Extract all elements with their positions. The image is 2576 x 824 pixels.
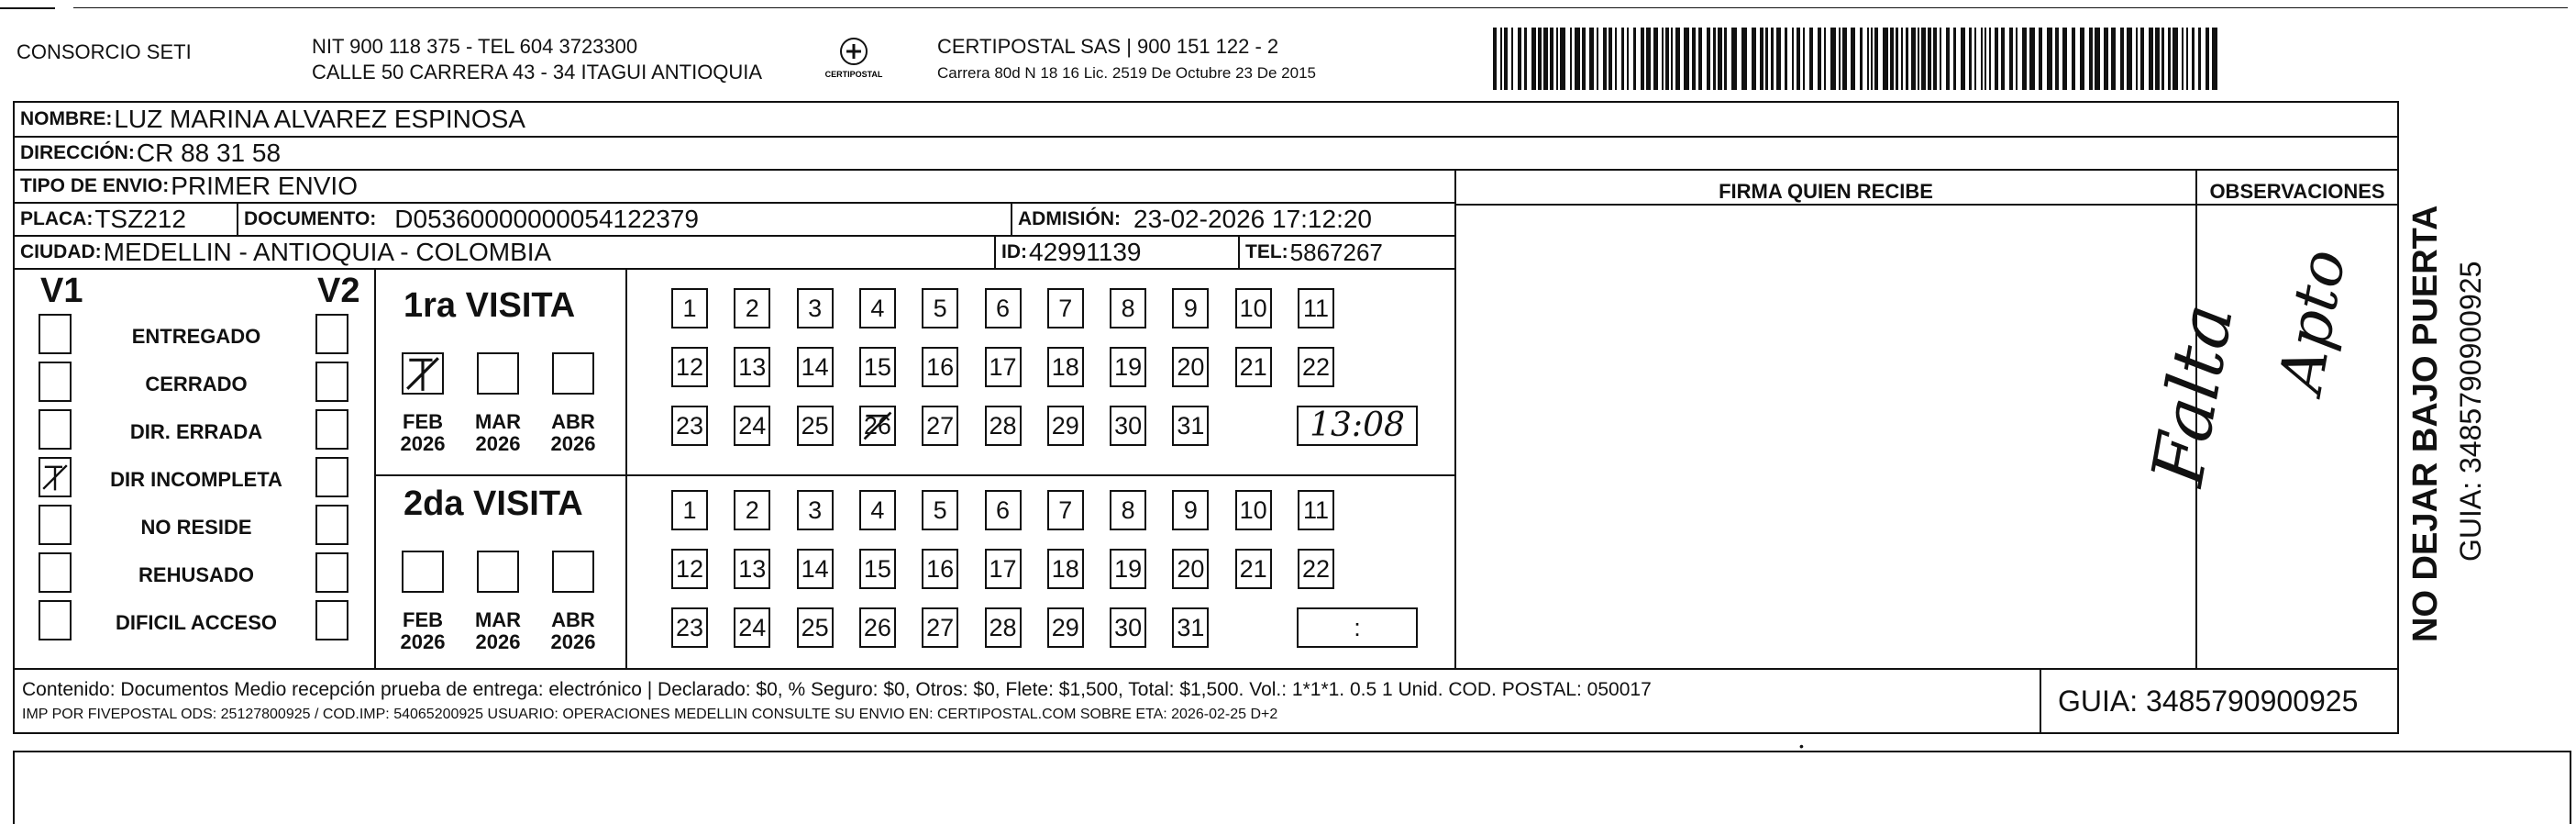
visit2-time-box[interactable]: :: [1297, 607, 1418, 648]
v2-checkbox[interactable]: [315, 457, 348, 497]
visit2-month-checkbox[interactable]: [402, 551, 444, 593]
tel-cell: TEL: 5867267: [1238, 235, 1456, 270]
barcode-bar: [1974, 28, 1976, 90]
visit1-day-box[interactable]: 14: [797, 347, 834, 387]
placa-cell: PLACA: TSZ212: [13, 202, 238, 237]
barcode-bar: [1911, 28, 1916, 90]
ciudad-value: MEDELLIN - ANTIOQUIA - COLOMBIA: [103, 238, 552, 266]
barcode-bar: [1981, 28, 1983, 90]
barcode-bar: [2136, 28, 2138, 90]
barcode-bar: [1797, 28, 1800, 90]
visit2-day-box[interactable]: 18: [1047, 549, 1084, 589]
visit1-day-box[interactable]: 18: [1047, 347, 1084, 387]
barcode-bar: [2140, 28, 2144, 90]
visit2-day-box[interactable]: 5: [922, 490, 958, 530]
barcode-bar: [1556, 28, 1558, 90]
address-line: CALLE 50 CARRERA 43 - 34 ITAGUI ANTIOQUIA: [312, 61, 763, 84]
nit-line: NIT 900 118 375 - TEL 604 3723300: [312, 35, 638, 58]
documento-value: D05360000000054122379: [394, 205, 699, 233]
visit1-day-box[interactable]: 22: [1298, 347, 1334, 387]
v2-checkbox[interactable]: [315, 552, 348, 593]
barcode-bar: [2111, 28, 2116, 90]
barcode-bar: [2168, 28, 2171, 90]
barcode-bar: [1724, 28, 1727, 90]
top-rule: [73, 7, 2568, 8]
dot-mark: •: [1799, 739, 1804, 753]
documento-cell: DOCUMENTO: D05360000000054122379: [237, 202, 1012, 237]
barcode-bar: [2161, 28, 2164, 90]
barcode-bar: [1627, 28, 1629, 90]
visit2-day-box[interactable]: 28: [985, 607, 1022, 648]
visit2-day-box[interactable]: 21: [1235, 549, 1272, 589]
barcode-bar: [1953, 28, 1956, 90]
barcode-bar: [2022, 28, 2027, 90]
visit1-day-box[interactable]: 8: [1110, 288, 1146, 328]
barcode-bar: [1940, 28, 1941, 90]
visit2-month-checkbox[interactable]: [477, 551, 519, 593]
visit2-day-box[interactable]: 17: [985, 549, 1022, 589]
v1-checkbox[interactable]: [39, 600, 72, 640]
barcode-bar: [1867, 28, 1869, 90]
barcode-bar: [1662, 28, 1664, 90]
visit2-day-box[interactable]: 16: [922, 549, 958, 589]
barcode-bar: [1995, 28, 1998, 90]
barcode-bar: [1921, 28, 1926, 90]
status-option-label: DIR. ERRADA: [129, 420, 263, 443]
visit1-month-checkbox[interactable]: [477, 352, 519, 395]
barcode-bar: [1785, 28, 1787, 90]
barcode-bar: [1511, 28, 1513, 90]
id-value: 42991139: [1029, 238, 1142, 266]
status-option-label: ENTREGADO: [131, 325, 261, 348]
barcode-bar: [2016, 28, 2018, 90]
visit2-day-box[interactable]: 15: [859, 549, 896, 589]
status-option-label: REHUSADO: [138, 563, 254, 586]
month-divider: [625, 268, 627, 670]
barcode-bar: [1550, 28, 1553, 90]
handwritten-falta: Falta: [2137, 297, 2250, 492]
barcode-bar: [1621, 28, 1624, 90]
barcode-bar: [1692, 28, 1696, 90]
barcode-bar: [1609, 28, 1612, 90]
barcode-bar: [1760, 28, 1763, 90]
footer-divider: [2040, 668, 2041, 734]
side-warning: NO DEJAR BAJO PUERTA: [2406, 205, 2445, 642]
barcode-bar: [1818, 28, 1821, 90]
visit2-day-box[interactable]: 12: [671, 549, 708, 589]
visit1-day-box[interactable]: 4: [859, 288, 896, 328]
barcode-bar: [1933, 28, 1937, 90]
barcode-bar: [2055, 28, 2059, 90]
certipostal-logo: [824, 37, 883, 81]
status-option-label: DIFICIL ACCESO: [115, 611, 277, 634]
admision-value: 23-02-2026 17:12:20: [1133, 205, 1372, 233]
observaciones-label: OBSERVACIONES: [2209, 180, 2385, 203]
barcode-bar: [2009, 28, 2013, 90]
barcode-bar: [1830, 28, 1836, 90]
barcode-bar: [1718, 28, 1722, 90]
visit1-day-box[interactable]: 5: [922, 288, 958, 328]
license-line: Carrera 80d N 18 16 Lic. 2519 De Octubre 23 De 2015: [937, 64, 1316, 82]
barcode-bar: [1792, 28, 1794, 90]
barcode-bar: [1684, 28, 1689, 90]
v2-checkbox[interactable]: [315, 362, 348, 402]
barcode-bar: [2072, 28, 2075, 90]
nombre-row: NOMBRE: LUZ MARINA ALVAREZ ESPINOSA: [13, 101, 2399, 138]
visit2-day-box[interactable]: 31: [1172, 607, 1209, 648]
barcode-bar: [1860, 28, 1863, 90]
visit1-day-box[interactable]: 17: [985, 347, 1022, 387]
barcode-bar: [1665, 28, 1669, 90]
barcode-bar: [1901, 28, 1903, 90]
visit1-day-box[interactable]: 2: [734, 288, 770, 328]
barcode-bar: [1896, 28, 1898, 90]
visit1-day-box[interactable]: 26: [859, 406, 896, 446]
barcode-bar: [1776, 28, 1781, 90]
barcode-bar: [1582, 28, 1586, 90]
barcode-bar: [1504, 28, 1508, 90]
barcode-bar: [1824, 28, 1826, 90]
visit1-day-box[interactable]: 24: [734, 406, 770, 446]
visit2-day-box[interactable]: 30: [1110, 607, 1146, 648]
barcode-bar: [1653, 28, 1658, 90]
svg-text:CERTIPOSTAL: CERTIPOSTAL: [824, 70, 883, 79]
placa-value: TSZ212: [94, 205, 186, 233]
v1-checkbox[interactable]: [39, 552, 72, 593]
barcode-bar: [2001, 28, 2005, 90]
barcode-bar: [1597, 28, 1598, 90]
side-guia: GUIA: 3485790900925: [2454, 261, 2487, 562]
status-option-label: CERRADO: [145, 373, 248, 395]
visit2-day-box[interactable]: 3: [797, 490, 834, 530]
status-divider: [374, 268, 376, 670]
visit1-month-label: FEB 2026: [400, 410, 446, 455]
barcode: [1493, 28, 2223, 90]
visit2-day-box[interactable]: 29: [1047, 607, 1084, 648]
barcode-bar: [1641, 28, 1644, 90]
barcode-bar: [1560, 28, 1565, 90]
visit2-day-box[interactable]: 13: [734, 549, 770, 589]
barcode-bar: [1675, 28, 1680, 90]
tipo-row: TIPO DE ENVIO: PRIMER ENVIO: [13, 169, 1456, 204]
footer-line2: IMP POR FIVEPOSTAL ODS: 25127800925 / COD.IMP: 54065200925 USUARIO: OPERACIONES MEDELLIN CONSULTE SU ENVIO EN: CERTIPOSTAL.COM SOBRE ETA: 2026-02-25 D+2: [22, 707, 1278, 722]
visit1-day-box[interactable]: 3: [797, 288, 834, 328]
footer-guia: GUIA: 3485790900925: [2058, 685, 2359, 718]
visit2-day-box[interactable]: 25: [797, 607, 834, 648]
visit1-day-box[interactable]: 31: [1172, 406, 1209, 446]
v1-label: V1: [40, 272, 83, 310]
visit2-day-box[interactable]: 22: [1298, 549, 1334, 589]
barcode-bar: [2062, 28, 2067, 90]
visit1-month-checkbox[interactable]: [552, 352, 594, 395]
visit2-day-box[interactable]: 24: [734, 607, 770, 648]
visit2-day-box[interactable]: 27: [922, 607, 958, 648]
visit1-month-label: MAR 2026: [474, 410, 522, 455]
barcode-bar: [2186, 28, 2188, 90]
handwritten-apto: Apto: [2265, 244, 2360, 398]
barcode-bar: [1603, 28, 1607, 90]
barcode-bar: [1570, 28, 1572, 90]
barcode-bar: [1946, 28, 1950, 90]
visit1-day-box[interactable]: 30: [1110, 406, 1146, 446]
barcode-bar: [2182, 28, 2184, 90]
visit2-day-box[interactable]: 23: [671, 607, 708, 648]
barcode-bar: [1524, 28, 1527, 90]
barcode-bar: [1713, 28, 1716, 90]
visit1-day-box[interactable]: 21: [1235, 347, 1272, 387]
barcode-bar: [1842, 28, 1847, 90]
visit1-day-box[interactable]: 9: [1172, 288, 1209, 328]
v1-checkbox[interactable]: [39, 505, 72, 545]
visit2-day-box[interactable]: 1: [671, 490, 708, 530]
tipo-value: PRIMER ENVIO: [171, 172, 358, 200]
barcode-bar: [1839, 28, 1841, 90]
v2-checkbox[interactable]: [315, 409, 348, 450]
visit1-title: 1ra VISITA: [404, 286, 576, 325]
barcode-bar: [1707, 28, 1710, 90]
barcode-bar: [1731, 28, 1737, 90]
admision-cell: ADMISIÓN: 23-02-2026 17:12:20: [1011, 202, 1456, 237]
visit1-day-box[interactable]: 11: [1298, 288, 1334, 328]
barcode-bar: [2192, 28, 2195, 90]
barcode-bar: [1985, 28, 1986, 90]
visit1-day-box[interactable]: 16: [922, 347, 958, 387]
barcode-bar: [1538, 28, 1542, 90]
barcode-bar: [1969, 28, 1972, 90]
ciudad-row: CIUDAD: MEDELLIN - ANTIOQUIA - COLOMBIA: [13, 235, 996, 270]
barcode-bar: [2089, 28, 2093, 90]
visit2-month-checkbox[interactable]: [552, 551, 594, 593]
visit1-month-label: ABR 2026: [550, 410, 596, 455]
visit1-day-box[interactable]: 19: [1110, 347, 1146, 387]
barcode-bar: [1851, 28, 1855, 90]
v2-checkbox[interactable]: [315, 505, 348, 545]
firma-label: FIRMA QUIEN RECIBE: [1719, 180, 1933, 203]
visit1-day-box[interactable]: 25: [797, 406, 834, 446]
barcode-bar: [2127, 28, 2132, 90]
visit2-day-box[interactable]: 19: [1110, 549, 1146, 589]
visit2-month-label: ABR 2026: [550, 608, 596, 653]
visit1-day-box[interactable]: 7: [1047, 288, 1084, 328]
v1-checkbox[interactable]: [39, 362, 72, 402]
firma-box: [1454, 169, 2197, 670]
visit1-day-box[interactable]: 15: [859, 347, 896, 387]
visit1-day-box[interactable]: 10: [1235, 288, 1272, 328]
visit2-day-box[interactable]: 20: [1172, 549, 1209, 589]
barcode-bar: [1918, 28, 1919, 90]
direccion-row: DIRECCIÓN: CR 88 31 58: [13, 136, 2399, 171]
v1-checkbox[interactable]: [39, 409, 72, 450]
id-cell: ID: 42991139: [994, 235, 1240, 270]
bottom-box: [13, 751, 2571, 824]
nombre-value: LUZ MARINA ALVAREZ ESPINOSA: [114, 105, 525, 133]
barcode-bar: [2212, 28, 2217, 90]
barcode-bar: [1575, 28, 1580, 90]
visit2-day-box[interactable]: 10: [1235, 490, 1272, 530]
v2-checkbox[interactable]: [315, 314, 348, 354]
direccion-value: CR 88 31 58: [136, 139, 282, 167]
visit2-day-box[interactable]: 14: [797, 549, 834, 589]
barcode-bar: [1671, 28, 1673, 90]
visit2-day-box[interactable]: 4: [859, 490, 896, 530]
barcode-bar: [2155, 28, 2160, 90]
barcode-bar: [1518, 28, 1521, 90]
barcode-bar: [1928, 28, 1931, 90]
company-name: CONSORCIO SETI: [17, 40, 192, 63]
status-option-label: NO RESIDE: [140, 516, 252, 539]
visit1-day-box[interactable]: 29: [1047, 406, 1084, 446]
visit2-month-label: FEB 2026: [400, 608, 446, 653]
visit-divider: [374, 474, 1456, 476]
barcode-bar: [2080, 28, 2084, 90]
v1-checkbox[interactable]: [39, 314, 72, 354]
barcode-bar: [2149, 28, 2153, 90]
visit1-day-box[interactable]: 20: [1172, 347, 1209, 387]
barcode-bar: [2039, 28, 2042, 90]
visit1-day-box[interactable]: 27: [922, 406, 958, 446]
barcode-bar: [1809, 28, 1813, 90]
barcode-bar: [1531, 28, 1536, 90]
visit1-month-checkbox[interactable]: [402, 352, 444, 395]
v1-checkbox[interactable]: [39, 457, 72, 497]
visit1-day-box[interactable]: 6: [985, 288, 1022, 328]
barcode-bar: [1874, 28, 1878, 90]
v2-checkbox[interactable]: [315, 600, 348, 640]
barcode-bar: [1543, 28, 1548, 90]
barcode-bar: [2047, 28, 2052, 90]
barcode-bar: [1803, 28, 1805, 90]
visit1-day-box[interactable]: 13: [734, 347, 770, 387]
barcode-bar: [1883, 28, 1888, 90]
visit2-title: 2da VISITA: [404, 484, 583, 523]
barcode-bar: [1989, 28, 1991, 90]
barcode-bar: [1741, 28, 1747, 90]
barcode-bar: [2095, 28, 2100, 90]
barcode-bar: [2172, 28, 2178, 90]
barcode-bar: [2104, 28, 2108, 90]
barcode-bar: [1765, 28, 1768, 90]
visit2-day-box[interactable]: 26: [859, 607, 896, 648]
barcode-bar: [1906, 28, 1908, 90]
visit1-day-box[interactable]: 23: [671, 406, 708, 446]
barcode-bar: [2206, 28, 2209, 90]
tel-value: 5867267: [1289, 238, 1383, 266]
visit1-day-box[interactable]: 1: [671, 288, 708, 328]
barcode-bar: [1500, 28, 1502, 90]
visit2-day-box[interactable]: 7: [1047, 490, 1084, 530]
barcode-bar: [1752, 28, 1756, 90]
barcode-bar: [1633, 28, 1636, 90]
visit2-day-box[interactable]: 2: [734, 490, 770, 530]
visit1-time-box[interactable]: 13:08: [1297, 406, 1418, 446]
footer-line1: Contenido: Documentos Medio recepción prueba de entrega: electrónico | Declarado: $0, % Seguro: $0, Otros: $0, Flete: $1,500, Total: $1,500. Vol.: 1*1*1. 0.5 1 Unid. COD. POSTAL: 050017: [22, 679, 1652, 700]
visit1-day-box[interactable]: 28: [985, 406, 1022, 446]
visit2-day-box[interactable]: 8: [1110, 490, 1146, 530]
barcode-bar: [1961, 28, 1965, 90]
barcode-bar: [2198, 28, 2201, 90]
barcode-bar: [2120, 28, 2124, 90]
visit2-month-label: MAR 2026: [474, 608, 522, 653]
visit2-day-box[interactable]: 9: [1172, 490, 1209, 530]
certipostal-line: CERTIPOSTAL SAS | 900 151 122 - 2: [937, 35, 1279, 58]
barcode-bar: [1589, 28, 1594, 90]
barcode-bar: [1871, 28, 1873, 90]
barcode-bar: [1698, 28, 1702, 90]
visit1-day-box[interactable]: 12: [671, 347, 708, 387]
visit2-day-box[interactable]: 11: [1298, 490, 1334, 530]
top-rule: [0, 7, 55, 9]
v2-label: V2: [317, 272, 360, 310]
barcode-bar: [1646, 28, 1651, 90]
barcode-bar: [2029, 28, 2035, 90]
status-option-label: DIR INCOMPLETA: [110, 468, 282, 491]
barcode-bar: [1771, 28, 1774, 90]
barcode-bar: [1615, 28, 1617, 90]
visit2-day-box[interactable]: 6: [985, 490, 1022, 530]
barcode-bar: [1493, 28, 1497, 90]
barcode-bar: [1890, 28, 1894, 90]
